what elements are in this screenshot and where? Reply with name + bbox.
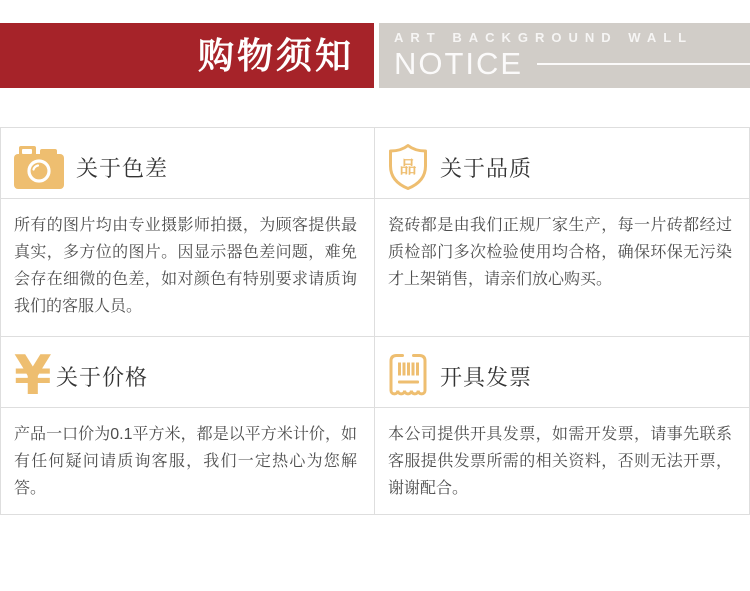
- banner-red-block: [0, 23, 374, 88]
- notice-banner: [0, 23, 750, 88]
- yuan-icon: ¥: [14, 344, 52, 407]
- banner-tagline: ART BACKGROUND WALL: [394, 30, 694, 45]
- section-text: 瓷砖都是由我们正规厂家生产，每一片砖都经过质检部门多次检验使用均合格，确保环保无污染才上架销售，请亲们放心购买。: [388, 217, 732, 288]
- banner-notice-text: NOTICE: [394, 46, 524, 81]
- section-invoice: [375, 337, 749, 514]
- quality-shield-icon: [388, 143, 428, 191]
- section-text: 本公司提供开具发票，如需开发票，请事先联系客服提供发票所需的相关资料，否则无法开票，谢谢配合。: [388, 426, 732, 497]
- section-price: [1, 337, 375, 514]
- section-header: [1, 337, 374, 408]
- section-title: 关于品质: [440, 155, 533, 181]
- section-text: 产品一口价为0.1平方米，都是以平方米计价，如有任何疑问请质询客服，我们一定热心为您解答。: [14, 426, 357, 497]
- page-title: 购物须知: [197, 34, 354, 76]
- banner-notice-row: [394, 47, 750, 81]
- banner-notice-rule: [537, 63, 750, 65]
- section-header: [1, 128, 374, 199]
- section-quality: [375, 128, 749, 337]
- section-title: 关于价格: [56, 364, 149, 390]
- section-header: [375, 337, 749, 408]
- camera-icon: [14, 145, 64, 189]
- section-title: 开具发票: [440, 364, 533, 390]
- banner-gray-block: [379, 23, 750, 88]
- invoice-icon: [388, 353, 428, 399]
- section-header: [375, 128, 749, 199]
- section-title: 关于色差: [76, 155, 169, 181]
- section-text: 所有的图片均由专业摄影师拍摄，为顾客提供最真实，多方位的图片。因显示器色差问题，难免会存在细微的色差，如对颜色有特别要求请质询我们的客服人员。: [14, 217, 357, 315]
- svg-text:品: 品: [399, 158, 417, 177]
- notice-grid: [0, 127, 750, 515]
- section-color-difference: [1, 128, 375, 337]
